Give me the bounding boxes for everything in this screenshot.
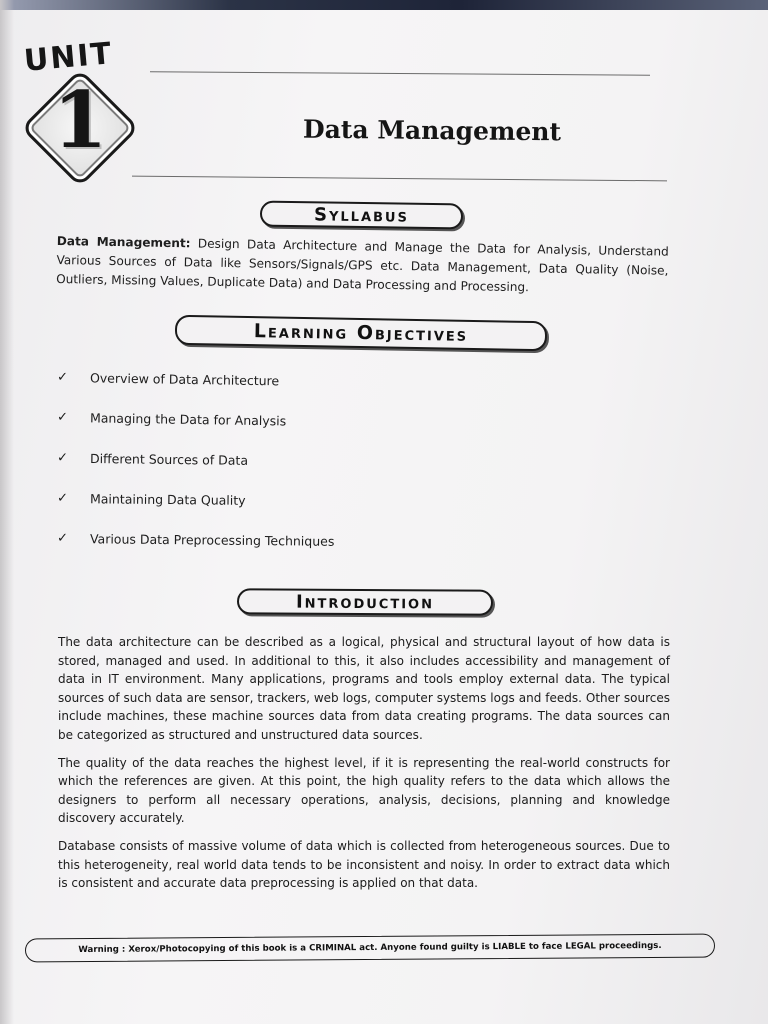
objective-item (57, 357, 458, 403)
objective-item (57, 518, 457, 562)
unit-label: UNIT (22, 36, 115, 79)
objective-label: Maintaining Data Quality (89, 490, 246, 508)
introduction-paragraph: The quality of the data reaches the highest level, if it is representing the real-world constructs for which the references are given. At this point, the high quality refers to the data which allows the designers to perform all necessary operations, analysis, decisions, planning and knowledge discovery accurately. (58, 755, 670, 826)
syllabus-body: Design Data Architecture and Manage the Data for Analysis, Understand Various Sources of Data like Sensors/Signals/GPS etc. Data Management, Data Quality (Noise, Outliers, Missing Values, Duplicate Data) and Data Processing and Processing. (56, 236, 669, 295)
syllabus-text (56, 232, 669, 300)
checkmark-icon: ✓ (56, 530, 68, 546)
syllabus-lead: Data Management: (56, 233, 191, 251)
learning-objectives-list (57, 360, 457, 560)
checkmark-icon: ✓ (56, 409, 69, 425)
objective-item (57, 438, 457, 483)
copyright-warning: Warning : Xerox/Photocopying of this book is a CRIMINAL act. Anyone found guilty is LIABLE to face LEGAL proceedings. (25, 934, 715, 963)
objective-label: Different Sources of Data (89, 450, 249, 468)
syllabus-heading: Syllabus (260, 201, 463, 230)
introduction-paragraph: Database consists of massive volume of data which is collected from heterogeneous sources. Due to this heterogeneity, real world data tends to be inconsistent and noisy. In order to extract data which is consistent and accurate data preprocessing is applied on that data. (58, 838, 670, 891)
objective-label: Various Data Preprocessing Techniques (89, 530, 335, 549)
binding-shadow (0, 0, 14, 1024)
checkmark-icon: ✓ (56, 490, 68, 506)
page-top-edge (0, 0, 768, 10)
unit-number: 1 (53, 75, 108, 166)
objective-item (57, 478, 457, 522)
introduction-body (58, 633, 670, 902)
checkmark-icon: ✓ (56, 450, 69, 466)
checkmark-icon: ✓ (56, 369, 69, 385)
objective-label: Overview of Data Architecture (89, 369, 280, 388)
learning-objectives-heading: Learning Objectives (175, 315, 547, 351)
objective-label: Managing the Data for Analysis (89, 409, 287, 428)
chapter-title: Data Management (302, 114, 562, 147)
introduction-heading: Introduction (237, 588, 493, 615)
objective-item (57, 397, 458, 443)
title-rule-bottom (132, 176, 667, 182)
introduction-paragraph: The data architecture can be described as a logical, physical and structural layout of how data is stored, managed and used. In additional to this, it also includes accessibility and management of data in IT environment. Many applications, programs and tools employ external data. The typical sources of such data are sensor, trackers, web logs, computer systems logs and feeds. Other sources include machines, these machine sources data from data creating programs. The data sources can be categorized as structured and unstructured data sources. (58, 635, 670, 742)
title-rule-top (150, 71, 650, 75)
